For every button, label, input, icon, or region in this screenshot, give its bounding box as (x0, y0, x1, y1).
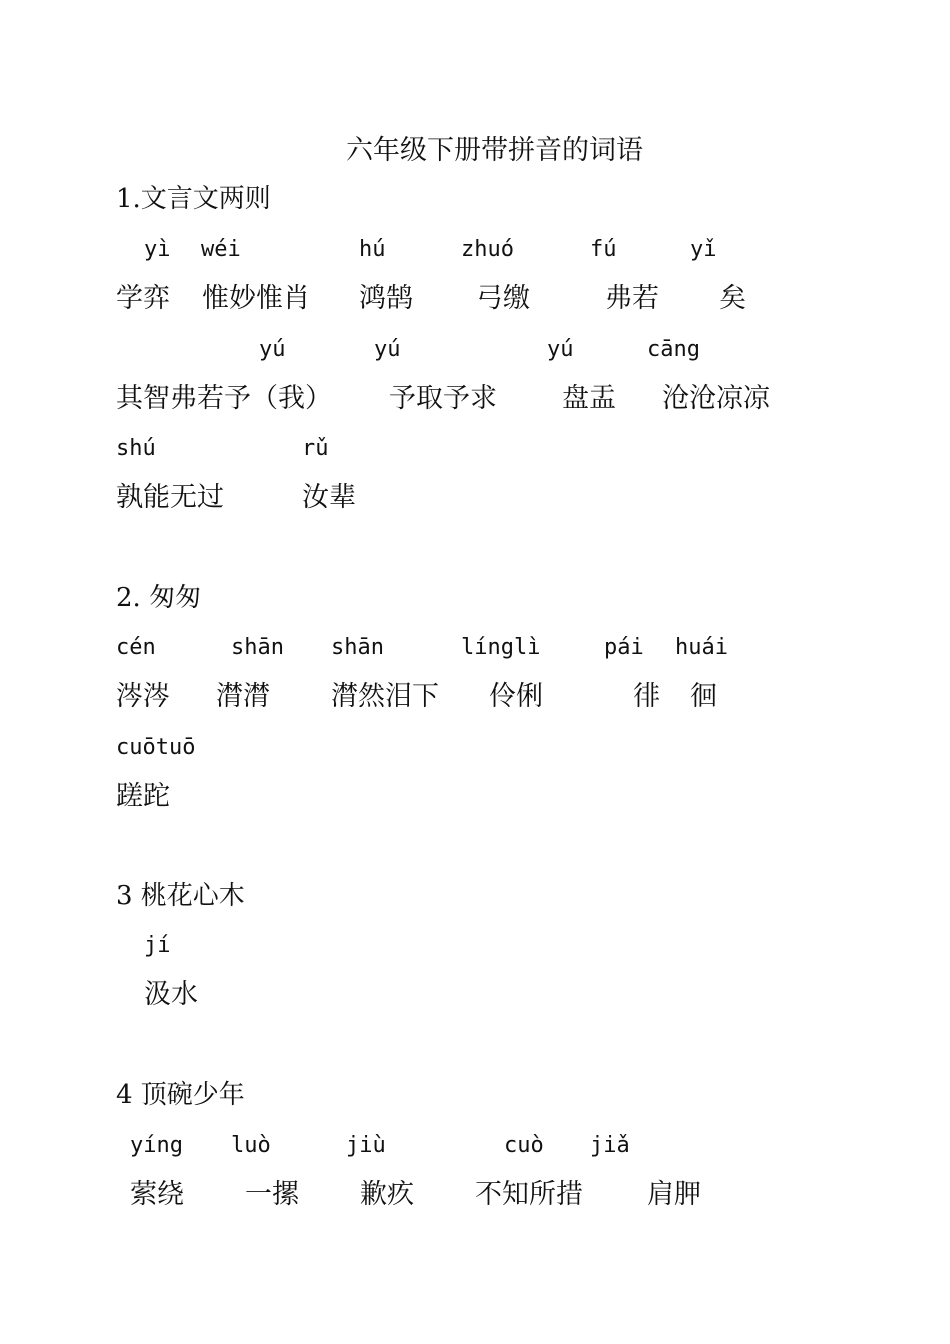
pinyin: yú (374, 337, 401, 362)
pinyin: huái (675, 635, 728, 660)
pinyin: cuò (504, 1133, 544, 1158)
word: 盘盂 (562, 383, 616, 414)
word: 沧沧凉凉 (662, 383, 770, 414)
pinyin: wéi (201, 237, 241, 262)
pinyin: luò (231, 1133, 271, 1158)
pinyin: shān (231, 635, 284, 660)
word: 伶俐 (489, 681, 543, 712)
pinyin: jiù (346, 1133, 386, 1158)
pinyin: rǔ (302, 436, 329, 461)
word: 孰能无过 (116, 482, 224, 513)
pinyin: línglì (461, 635, 541, 660)
word: 蹉跎 (116, 781, 170, 812)
section-4-heading: 4 顶碗少年 (116, 1080, 245, 1110)
pinyin: yú (547, 337, 574, 362)
word: 学弈 (116, 283, 170, 314)
word: 矣 (719, 283, 746, 314)
pinyin: yì (144, 237, 171, 262)
pinyin: zhuó (461, 237, 514, 262)
word: 潸潸 (216, 681, 270, 712)
word: 其智弗若予（我） (116, 383, 332, 414)
pinyin: yíng (130, 1133, 183, 1158)
pinyin: cāng (647, 337, 700, 362)
pinyin: jiǎ (590, 1133, 630, 1158)
pinyin: fú (590, 237, 617, 262)
word: 惟妙惟肖 (202, 283, 310, 314)
pinyin: jí (144, 933, 171, 958)
word: 弓缴 (476, 283, 530, 314)
pinyin: shú (116, 436, 156, 461)
pinyin: yú (259, 337, 286, 362)
word: 萦绕 (130, 1179, 184, 1210)
word: 涔涔 (116, 681, 170, 712)
pinyin: cuōtuō (116, 735, 196, 760)
pinyin: cén (116, 635, 156, 660)
pinyin: shān (331, 635, 384, 660)
section-1-heading: 1.文言文两则 (116, 184, 271, 214)
pinyin: pái (604, 635, 644, 660)
word: 汲水 (144, 979, 198, 1010)
word: 潸然泪下 (331, 681, 439, 712)
word: 汝辈 (302, 482, 356, 513)
word: 徊 (690, 681, 717, 712)
word: 一摞 (245, 1179, 299, 1210)
pinyin: yǐ (690, 237, 717, 262)
word: 徘 (633, 681, 660, 712)
word: 肩胛 (647, 1179, 701, 1210)
pinyin: hú (359, 237, 386, 262)
word: 鸿鹄 (359, 283, 413, 314)
word: 予取予求 (389, 383, 497, 414)
word: 歉疚 (360, 1179, 414, 1210)
word: 弗若 (605, 283, 659, 314)
page-title: 六年级下册带拼音的词语 (346, 135, 643, 166)
section-2-heading: 2. 匆匆 (116, 583, 202, 613)
word: 不知所措 (475, 1179, 583, 1210)
section-3-heading: 3 桃花心木 (116, 881, 245, 911)
